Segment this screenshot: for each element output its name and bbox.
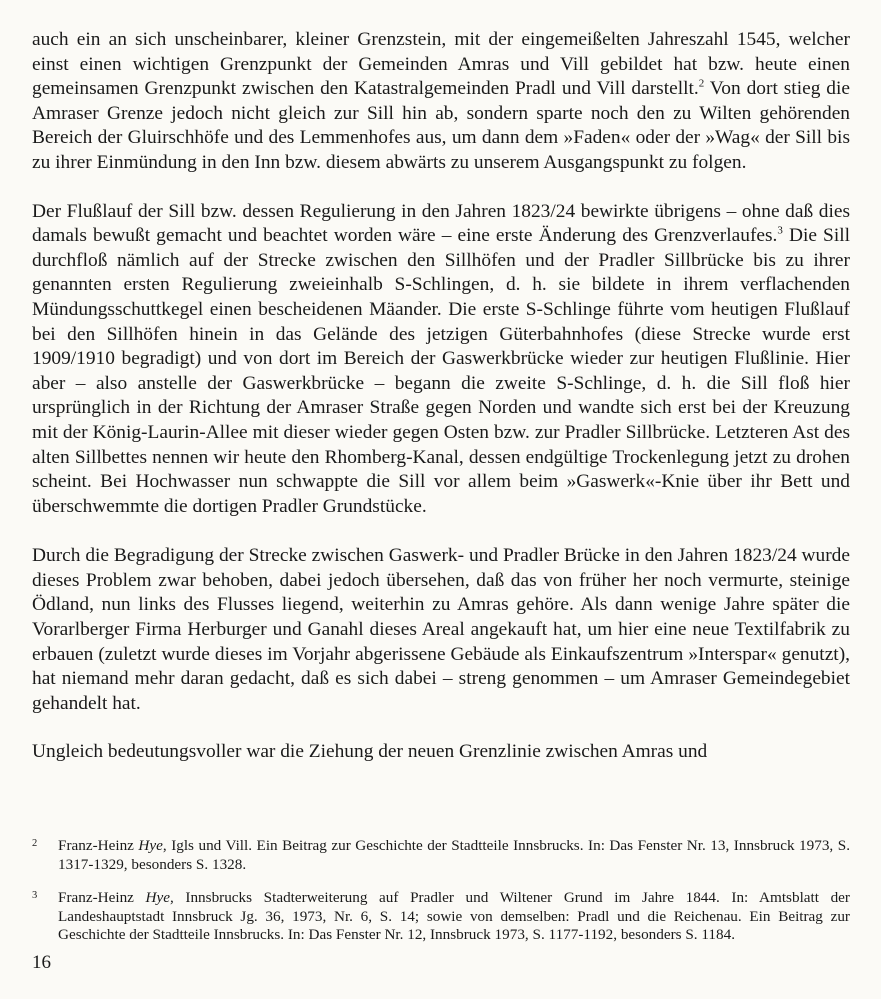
footnote-3 [32, 889, 850, 944]
footnote-text: , Innsbrucks Stadterweiterung auf Pradler und Wiltener Grund im Jahre 1844. In: Amtsblatt der Landeshauptstadt Innsbruck Jg. 36, 1973, Nr. 6, S. 14; sowie von demselben: Pradl und die Reichenau. Ein Beitrag zur Geschichte der Stadtteile Innsbrucks. In: Das Fenster Nr. 12, Innsbruck 1973, S. 1177-1192, besonders S. 1184. [58, 889, 850, 943]
page-body [32, 28, 850, 765]
paragraph-text: Von dort stieg die Amraser Grenze jedoch nicht gleich zur Sill hin ab, sondern sparte noch den zu Wilten gehörenden Bereich der Gluirschhöfe und des Lemmenhofes aus, um dann dem »Faden« oder der »Wag« der Sill bis zu ihrer Einmündung in den Inn bzw. diesem abwärts zu unserem Ausgangspunkt zu folgen. [32, 78, 851, 173]
paragraph-text: Die Sill durchfloß nämlich auf der Strecke zwischen den Sillhöfen und der Pradler Sillbrücke bis zu ihrer genannten ersten Regulierung zweieinhalb S-Schlingen, d. h. sie bildete in ihrem verflachenden Mündungsschuttkegel einen bescheidenen Mäander. Die erste S-Schlinge führte vom heutigen Flußlauf bei den Sillhöfen hinein in das Gelände des jetzigen Güterbahnhofes (diese Strecke wurde erst 1909/1910 begradigt) und von dort im Bereich der Gaswerkbrücke wieder zur heutigen Flußlinie. Hier aber – also anstelle der Gaswerkbrücke – begann die zweite S-Schlinge, d. h. die Sill floß hier ursprünglich in der Richtung der Amraser Straße gegen Norden und wandte sich erst bei der Kreuzung mit der König-Laurin-Allee mit dieser wieder gegen Osten bzw. zur Pradler Sillbrücke. Letzteren Ast des alten Sillbettes nennen wir heute den Rhomberg-Kanal, dessen endgültige Trockenlegung jetzt zu drohen scheint. Bei Hochwasser nun schwappte die Sill vor allem beim »Gaswerk«-Knie über ihr Bett und überschwemmte die dortigen Pradler Grundstücke. [32, 225, 851, 517]
paragraph-text: auch ein an sich unscheinbarer, kleiner Grenzstein, mit der eingemeißelten Jahreszahl 1545, welcher einst einen wichtigen Grenzpunkt der Gemeinden Amras und Vill gebildet hat bzw. heute einen gemeinsamen Grenzpunkt zwischen den Katastralgemeinden Pradl und Vill darstellt. [32, 29, 850, 100]
footnote-reference-3[interactable]: 3 [777, 224, 783, 237]
footnotes [32, 822, 850, 944]
footnote-author-first: Franz-Heinz [58, 889, 146, 907]
paragraph-text: Ungleich bedeutungsvoller war die Ziehung der neuen Grenzlinie zwischen Amras und [32, 741, 708, 763]
footnote-author-surname: Hye [145, 889, 170, 907]
paragraph-3 [32, 544, 850, 716]
footnote-author-first: Franz-Heinz [58, 837, 139, 855]
paragraph-text: Durch die Begradigung der Strecke zwischen Gaswerk- und Pradler Brücke in den Jahren 1823/24 wurde dieses Problem zwar behoben, dabei jedoch übersehen, daß das von früher her noch vermurte, steinige Ödland, nun links des Flusses liegend, weiterhin zu Amras gehöre. Als dann wenige Jahre später die Vorarlberger Firma Herburger und Ganahl dieses Areal angekauft hat, um hier eine neue Textilfabrik zu erbauen (zuletzt wurde dieses im Vorjahr abgerissene Gebäude als Einkaufszentrum »Interspar« genutzt), hat niemand mehr daran gedacht, daß es sich dabei – streng genommen – um Amraser Gemeindegebiet gehandelt hat. [32, 545, 850, 714]
paragraph-2 [32, 200, 850, 520]
footnote-marker: 2 [32, 838, 38, 850]
footnote-reference-2[interactable]: 2 [698, 77, 705, 90]
page-number: 16 [32, 952, 51, 973]
paragraph-1 [32, 28, 850, 176]
footnote-text: , Igls und Vill. Ein Beitrag zur Geschichte der Stadtteile Innsbrucks. In: Das Fenster Nr. 13, Innsbruck 1973, S. 1317-1329, besonders S. 1328. [58, 837, 850, 873]
paragraph-4 [32, 740, 850, 765]
paragraph-text: Der Flußlauf der Sill bzw. dessen Regulierung in den Jahren 1823/24 bewirkte übrigens – ohne daß dies damals bewußt gemacht und beachtet worden wäre – eine erste Änderung des Grenzverlaufes. [32, 200, 850, 247]
footnote-2 [32, 837, 850, 874]
footnote-author-surname: Hye [138, 837, 163, 855]
footnote-marker: 3 [32, 890, 38, 902]
